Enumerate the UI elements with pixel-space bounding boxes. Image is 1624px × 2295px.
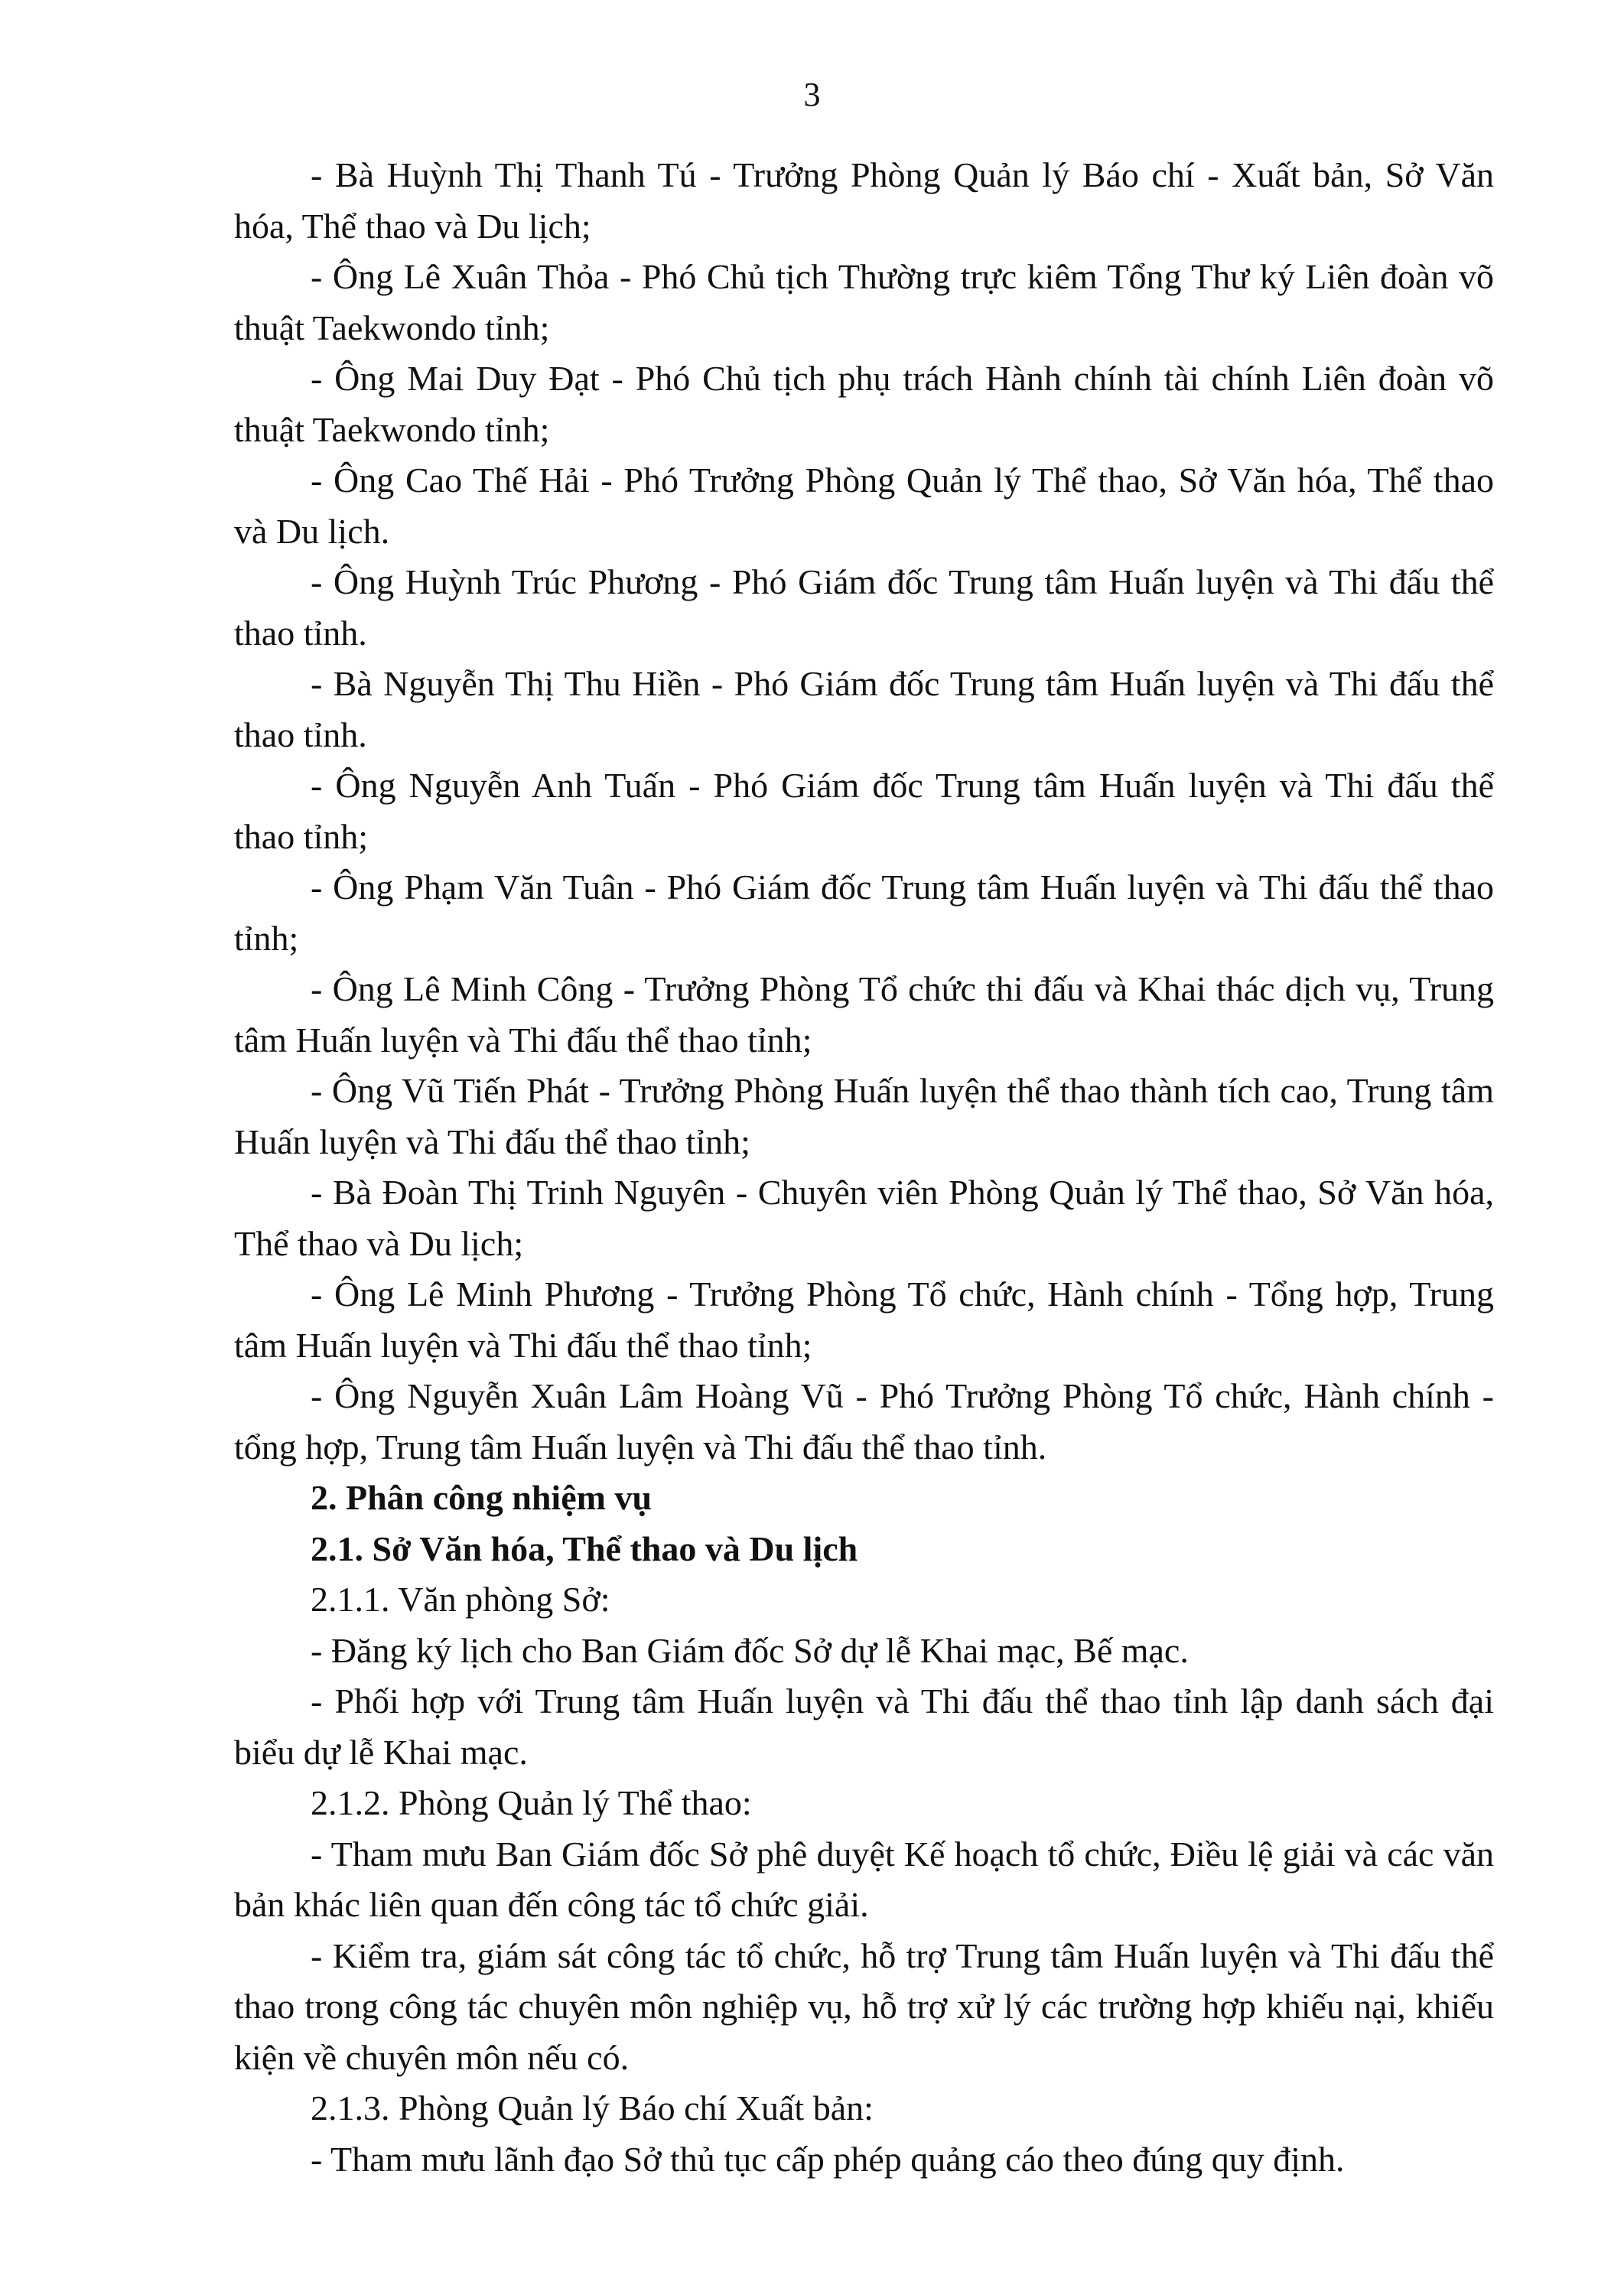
member-item: - Ông Huỳnh Trúc Phương - Phó Giám đốc Trung tâm Huấn luyện và Thi đấu thể thao tỉnh. (234, 562, 1494, 653)
item-title: 2.1.3. Phòng Quản lý Báo chí Xuất bản: (311, 2088, 874, 2127)
document-body (234, 150, 1494, 2185)
member-item: - Ông Lê Minh Phương - Trưởng Phòng Tổ chức, Hành chính - Tổng hợp, Trung tâm Huấn luyện và Thi đấu thể thao tỉnh; (234, 1274, 1494, 1365)
member-item: - Ông Nguyễn Anh Tuấn - Phó Giám đốc Trung tâm Huấn luyện và Thi đấu thể thao tỉnh; (234, 766, 1494, 856)
member-item: - Bà Nguyễn Thị Thu Hiền - Phó Giám đốc Trung tâm Huấn luyện và Thi đấu thể thao tỉnh. (234, 664, 1494, 754)
member-item: - Ông Phạm Văn Tuân - Phó Giám đốc Trung tâm Huấn luyện và Thi đấu thể thao tỉnh; (234, 868, 1494, 958)
member-item: - Ông Lê Xuân Thỏa - Phó Chủ tịch Thường trực kiêm Tổng Thư ký Liên đoàn võ thuật Taekwondo tỉnh; (234, 257, 1494, 347)
task-item: - Phối hợp với Trung tâm Huấn luyện và Thi đấu thể thao tỉnh lập danh sách đại biểu dự lễ Khai mạc. (234, 1681, 1494, 1772)
member-item: - Ông Lê Minh Công - Trưởng Phòng Tổ chức thi đấu và Khai thác dịch vụ, Trung tâm Huấn luyện và Thi đấu thể thao tỉnh; (234, 969, 1494, 1060)
member-item: - Ông Mai Duy Đạt - Phó Chủ tịch phụ trách Hành chính tài chính Liên đoàn võ thuật Taekwondo tỉnh; (234, 359, 1494, 449)
section-heading: 2. Phân công nhiệm vụ (311, 1478, 653, 1517)
page-number: 3 (803, 76, 821, 113)
member-item: - Ông Cao Thế Hải - Phó Trưởng Phòng Quản lý Thể thao, Sở Văn hóa, Thể thao và Du lịch. (234, 461, 1494, 551)
member-item: - Ông Vũ Tiến Phát - Trưởng Phòng Huấn luyện thể thao thành tích cao, Trung tâm Huấn luyện và Thi đấu thể thao tỉnh; (234, 1071, 1494, 1161)
item-title: 2.1.2. Phòng Quản lý Thể thao: (311, 1783, 752, 1822)
subsection-heading: 2.1. Sở Văn hóa, Thể thao và Du lịch (311, 1528, 858, 1568)
task-item: - Đăng ký lịch cho Ban Giám đốc Sở dự lễ Khai mạc, Bế mạc. (311, 1630, 1189, 1670)
item-title: 2.1.1. Văn phòng Sở: (311, 1580, 610, 1619)
task-item: - Tham mưu Ban Giám đốc Sở phê duyệt Kế hoạch tổ chức, Điều lệ giải và các văn bản khác liên quan đến công tác tổ chức giải. (234, 1834, 1494, 1924)
member-item: - Bà Huỳnh Thị Thanh Tú - Trưởng Phòng Quản lý Báo chí - Xuất bản, Sở Văn hóa, Thể thao và Du lịch; (234, 155, 1494, 246)
task-item: - Kiểm tra, giám sát công tác tổ chức, hỗ trợ Trung tâm Huấn luyện và Thi đấu thể thao trong công tác chuyên môn nghiệp vụ, hỗ trợ xử lý các trường hợp khiếu nại, khiếu kiện về chuyên môn nếu có. (234, 1935, 1494, 2077)
task-item: - Tham mưu lãnh đạo Sở thủ tục cấp phép quảng cáo theo đúng quy định. (311, 2139, 1345, 2179)
member-item: - Bà Đoàn Thị Trinh Nguyên - Chuyên viên Phòng Quản lý Thể thao, Sở Văn hóa, Thể thao và Du lịch; (234, 1173, 1494, 1263)
member-item: - Ông Nguyễn Xuân Lâm Hoàng Vũ - Phó Trưởng Phòng Tổ chức, Hành chính - tổng hợp, Trung tâm Huấn luyện và Thi đấu thể thao tỉnh. (234, 1376, 1494, 1467)
